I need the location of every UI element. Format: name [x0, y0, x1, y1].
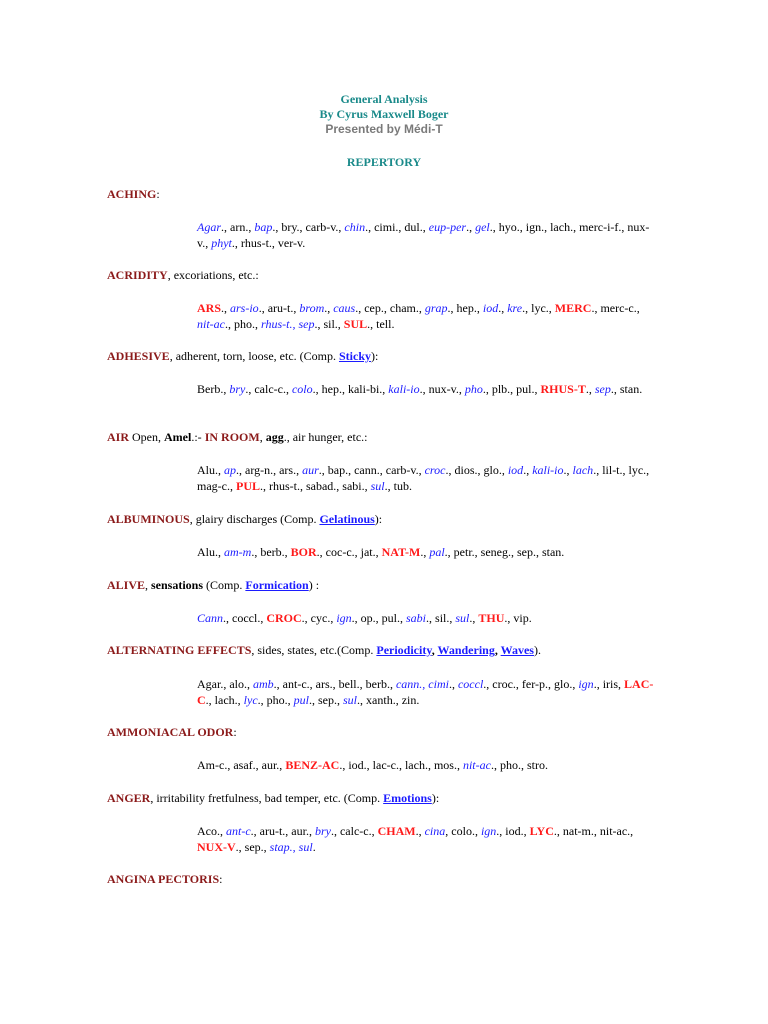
text-run: .,: [324, 301, 334, 315]
text-run: ., ant-c., ars., bell., berb.,: [273, 677, 396, 691]
remedy-g2: ign: [336, 611, 352, 625]
text-run: ., sil.,: [426, 611, 456, 625]
remedy-g2: bap: [254, 220, 273, 234]
text-run: ., rhus-t., sabad., sabi.,: [259, 478, 371, 493]
text-run: ., bry., carb-v.,: [272, 220, 345, 234]
remedy-g3: CHAM: [377, 824, 416, 838]
remedy-b: ,: [494, 643, 501, 657]
remedy-g2: chin: [344, 220, 366, 234]
remedy-g2: sul: [343, 692, 358, 707]
text-run: .,: [523, 463, 533, 477]
text-run: ., aru-t., aur.,: [250, 824, 315, 838]
remedy-g2: colo: [291, 382, 313, 396]
cross-reference-link[interactable]: Sticky: [338, 349, 371, 363]
text-run: ., air hunger, etc.:: [283, 430, 368, 444]
text-run: , glairy discharges (Comp.: [189, 512, 320, 526]
remedy-g2: cina: [424, 824, 446, 838]
text-run: ., rhus-t., ver-v.: [231, 235, 306, 250]
remedy-g3: LAC-C: [197, 677, 654, 707]
text-run: ., arg-n., ars.,: [236, 463, 303, 477]
remedy-g2: croc: [424, 463, 446, 477]
text-run: .,: [563, 463, 573, 477]
text-run: .,: [585, 382, 595, 396]
remedy-g2: sep: [594, 382, 611, 396]
remedy-g2: grap: [424, 301, 448, 315]
remedy-list: [197, 677, 657, 708]
text-run: ., petr., seneg., sep., stan.: [444, 545, 565, 559]
remedy-g2: rhus-t., sep: [261, 316, 315, 331]
text-run: ., cimi., dul.,: [365, 220, 429, 234]
remedy-g2: brom: [299, 301, 325, 315]
cross-reference-link[interactable]: Wandering: [437, 643, 495, 657]
remedy-list: [197, 220, 657, 251]
text-run: ., pho., stro.: [490, 758, 548, 772]
rubric-heading: [107, 187, 160, 202]
text-run: ,: [259, 430, 266, 444]
remedy-g2: lyc: [243, 692, 258, 707]
text-run: ., iris,: [593, 677, 625, 691]
remedy-g2: sul: [455, 611, 470, 625]
text-run: ., tub.: [384, 478, 412, 493]
remedy-b: agg: [265, 430, 284, 444]
text-run: :: [233, 725, 237, 739]
remedy-g2: bry: [229, 382, 246, 396]
text-run: .,: [415, 824, 425, 838]
remedy-g2: kali-io: [532, 463, 564, 477]
text-run: ., merc-c.,: [591, 301, 640, 315]
text-run: ., arn.,: [221, 220, 255, 234]
cross-reference-link[interactable]: Periodicity: [376, 643, 432, 657]
text-run: ., xanth., zin.: [357, 692, 420, 707]
remedy-g2: ign: [480, 824, 497, 838]
rubric-heading: [107, 872, 222, 887]
remedy-b: ,: [431, 643, 438, 657]
text-run: Aco.,: [197, 824, 226, 838]
text-run: .:-: [191, 430, 205, 444]
remedy-g3: RHUS-T: [540, 382, 586, 396]
remedy-g3: NUX-V: [197, 839, 236, 854]
text-run: .,: [448, 677, 458, 691]
text-run: ,: [145, 578, 152, 592]
text-run: ., bap., cann., carb-v.,: [318, 463, 425, 477]
remedy-rub: ACRIDITY: [107, 268, 168, 282]
text-run: Berb.,: [197, 382, 230, 396]
remedy-rub: ACHING: [107, 187, 157, 201]
text-run: ., lyc.,: [522, 301, 555, 315]
text-run: ., tell.: [367, 316, 395, 331]
text-run: ):: [371, 349, 379, 363]
remedy-g2: pal: [429, 545, 445, 559]
remedy-g2: iod: [482, 301, 499, 315]
text-run: :: [219, 872, 223, 886]
text-run: Alu.,: [197, 463, 224, 477]
text-run: ., lach.,: [205, 692, 244, 707]
text-run: ., nux-v.,: [419, 382, 465, 396]
remedy-g3: MERC: [554, 301, 592, 315]
text-run: ., pho.,: [225, 316, 261, 331]
remedy-rub: IN ROOM: [204, 430, 260, 444]
remedy-g3: BOR: [290, 545, 317, 559]
remedy-g2: am-m: [224, 545, 252, 559]
remedy-g2: ign: [578, 677, 594, 691]
text-run: Am-c., asaf., aur.,: [197, 758, 286, 772]
text-run: (Comp.: [203, 578, 246, 592]
remedy-rub: ADHESIVE: [107, 349, 170, 363]
remedy-g2: ars-io: [230, 301, 259, 315]
text-run: ., croc., fer-p., glo.,: [483, 677, 579, 691]
remedy-rub: AIR: [107, 430, 130, 444]
text-run: ., iod.,: [496, 824, 530, 838]
remedy-g2: nit-ac: [462, 758, 491, 772]
remedy-g2: nit-ac: [197, 316, 225, 331]
text-run: ):: [374, 512, 383, 526]
text-run: , adherent, torn, loose, etc. (Comp.: [169, 349, 339, 363]
text-run: ., hyo., ign., lach., merc-i-f., nux-v.,: [197, 220, 650, 250]
text-run: ).: [533, 643, 541, 657]
remedy-rub: ANGER: [107, 791, 151, 805]
text-run: ., iod., lac-c., lach., mos.,: [339, 758, 463, 772]
remedy-g2: eup-per: [428, 220, 467, 234]
text-run: Alu.,: [197, 545, 224, 559]
text-run: Open,: [129, 430, 165, 444]
remedy-g2: sul: [370, 478, 385, 493]
remedy-list: [197, 824, 657, 855]
text-run: ) :: [308, 578, 320, 592]
text-run: ., coc-c., jat.,: [316, 545, 382, 559]
remedy-list: [197, 463, 657, 494]
remedy-rub: ANGINA PECTORIS: [107, 872, 220, 886]
remedy-g2: stap., sul: [269, 839, 313, 854]
text-run: , excoriations, etc.:: [167, 268, 259, 282]
text-run: ., calc-c.,: [330, 824, 378, 838]
text-run: ., sil.,: [314, 316, 344, 331]
rubric-heading: [107, 791, 439, 806]
remedy-rub: ALTERNATING EFFECTS: [107, 643, 252, 657]
text-run: .: [312, 839, 316, 854]
text-run: .,: [469, 611, 479, 625]
text-run: :: [156, 187, 160, 201]
text-run: ., pho.,: [257, 692, 294, 707]
text-run: ., vip.: [504, 611, 532, 625]
text-run: ., nat-m., nit-ac.,: [553, 824, 634, 838]
text-run: , colo.,: [445, 824, 481, 838]
rubric-heading: [107, 578, 319, 593]
remedy-rub: ALIVE: [107, 578, 146, 592]
remedy-rub: ALBUMINOUS: [107, 512, 190, 526]
text-run: ., op., pul.,: [351, 611, 407, 625]
remedy-g2: aur: [302, 463, 319, 477]
remedy-list: [197, 545, 657, 561]
rubric-heading: [107, 268, 259, 283]
remedy-g2: ant-c: [226, 824, 251, 838]
text-run: ., coccl.,: [223, 611, 267, 625]
remedy-g2: gel: [475, 220, 490, 234]
remedy-g3: PUL: [235, 478, 260, 493]
rubric-heading: [107, 349, 378, 364]
remedy-g2: pho: [464, 382, 483, 396]
text-run: ., dios., glo.,: [445, 463, 508, 477]
remedy-g2: ap: [224, 463, 236, 477]
remedy-rub: AMMONIACAL ODOR: [107, 725, 234, 739]
remedy-g2: phyt: [211, 235, 232, 250]
remedy-g2: kali-io: [388, 382, 420, 396]
remedy-g3: NAT-M: [381, 545, 421, 559]
text-run: ):: [431, 791, 440, 805]
rubric-heading: [107, 512, 382, 527]
remedy-g2: sabi: [406, 611, 427, 625]
rubric-heading: [107, 643, 541, 658]
remedy-g3: THU: [478, 611, 505, 625]
cross-reference-link[interactable]: Gelatinous: [319, 512, 375, 526]
remedy-g2: Agar: [197, 220, 221, 234]
remedy-g3: SUL: [343, 316, 368, 331]
text-run: .,: [221, 301, 231, 315]
text-run: ., berb.,: [251, 545, 291, 559]
text-run: ., stan.: [610, 382, 643, 396]
remedy-g2: lach: [572, 463, 594, 477]
text-run: ., cyc.,: [301, 611, 337, 625]
text-run: .,: [420, 545, 430, 559]
remedy-list: [197, 382, 657, 398]
remedy-g3: CROC: [266, 611, 302, 625]
remedy-g2: caus: [333, 301, 356, 315]
remedy-g2: bry: [314, 824, 331, 838]
text-run: .,: [466, 220, 476, 234]
text-run: , sides, states, etc.(Comp.: [251, 643, 377, 657]
remedy-b: Amel: [164, 430, 192, 444]
remedy-list: [197, 611, 657, 627]
cross-reference-link[interactable]: Waves: [500, 643, 534, 657]
text-run: ., lil-t., lyc., mag-c.,: [197, 463, 650, 493]
remedy-b: sensations: [151, 578, 204, 592]
presenter-line: Presented by Médi-T: [325, 122, 443, 136]
text-run: ., sep.,: [235, 839, 270, 854]
text-run: ., calc-c.,: [245, 382, 292, 396]
remedy-list: [197, 758, 657, 774]
document-author: By Cyrus Maxwell Boger: [319, 107, 449, 121]
cross-reference-link[interactable]: Formication: [245, 578, 309, 592]
remedy-g2: kre: [507, 301, 523, 315]
remedy-g3: LYC: [529, 824, 554, 838]
remedy-g3: ARS: [197, 301, 222, 315]
text-run: ., plb., pul.,: [482, 382, 541, 396]
text-run: ., sep.,: [309, 692, 344, 707]
section-heading: REPERTORY: [346, 155, 422, 169]
remedy-g2: pul: [293, 692, 310, 707]
cross-reference-link[interactable]: Emotions: [383, 791, 432, 805]
remedy-g2: cann., cimi: [395, 677, 449, 691]
remedy-g2: Cann: [197, 611, 224, 625]
text-run: ., hep., kali-bi.,: [312, 382, 389, 396]
rubric-heading: [107, 725, 237, 740]
text-run: ., hep.,: [447, 301, 483, 315]
rubric-heading: [107, 430, 368, 445]
text-run: , irritability fretfulness, bad temper, etc. (Comp.: [150, 791, 384, 805]
remedy-g2: iod: [507, 463, 524, 477]
text-run: Agar., alo.,: [197, 677, 253, 691]
document-title: General Analysis: [340, 92, 428, 106]
remedy-g2: coccl: [457, 677, 484, 691]
remedy-g3: BENZ-AC: [285, 758, 340, 772]
remedy-list: [197, 301, 657, 332]
text-run: ., aru-t.,: [258, 301, 300, 315]
remedy-g2: amb: [253, 677, 274, 691]
text-run: ., cep., cham.,: [355, 301, 425, 315]
text-run: .,: [498, 301, 508, 315]
